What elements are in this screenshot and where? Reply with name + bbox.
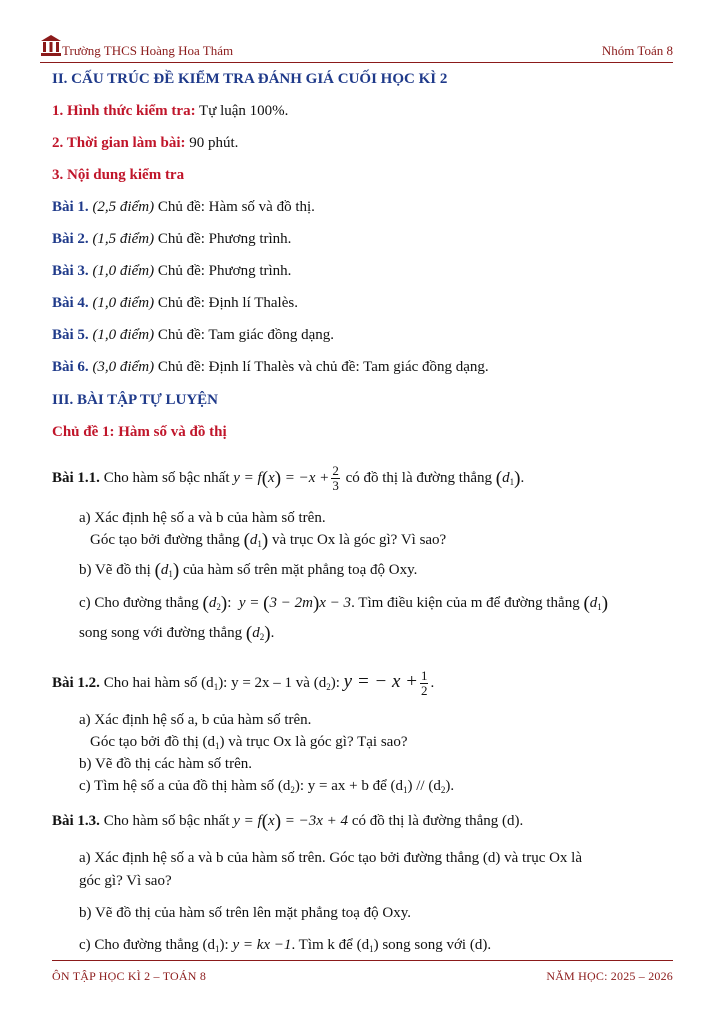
exercise-1-1-a: a) Xác định hệ số a và b của hàm số trên. xyxy=(79,510,326,526)
section-2-title: II. CẤU TRÚC ĐỀ KIỂM TRA ĐÁNH GIÁ CUỐI HỌC KÌ 2 xyxy=(52,71,448,87)
exercise-1-2-a: a) Xác định hệ số a, b của hàm số trên. xyxy=(79,712,312,728)
exam-format: 1. Hình thức kiểm tra: Tự luận 100%. xyxy=(52,103,289,119)
footer-left: ÔN TẬP HỌC KÌ 2 – TOÁN 8 xyxy=(52,969,207,983)
exercise-1-3-statement: Bài 1.3. Cho hàm số bậc nhất y = f(x) = −3x + 4 có đồ thị là đường thẳng (d). xyxy=(52,811,524,832)
exercise-1-2-c: c) Tìm hệ số a của đồ thị hàm số $(d_2)$: y = ax + b để $(d_1) // (d_2)$. xyxy=(79,778,455,795)
exercise-1-3-a: a) Xác định hệ số a và b của hàm số trên. Góc tạo bởi đường thẳng (d) và trục Ox là xyxy=(79,850,583,866)
exercise-1-2-a-2: Góc tạo bởi đồ thị $(d_1)$ và trục Ox là góc gì? Tại sao? xyxy=(90,734,408,751)
exercise-1-2-b: b) Vẽ đồ thị các hàm số trên. xyxy=(79,756,253,772)
exercise-1-1-a-2: Góc tạo bởi đường thẳng $(d_1)$ và trục Ox là góc gì? Vì sao? xyxy=(90,530,447,551)
fraction: $\frac{1}{2}$ xyxy=(420,668,428,698)
exercise-1-1-c-2: song song với đường thẳng $(d_2)$. xyxy=(79,623,275,644)
group-name: Nhóm Toán 8 xyxy=(601,43,673,58)
page-footer xyxy=(52,960,673,989)
section-3-title: III. BÀI TẬP TỰ LUYỆN xyxy=(52,392,219,408)
exercise-1-1-c: c) Cho đường thẳng $(d_2)$: y = (3 − 2m)x − 3. Tìm điều kiện của m để đường thẳng $(d_1)$ xyxy=(79,593,609,614)
content-item: Bài 5. (1,0 điểm) Chủ đề: Tam giác đồng dạng. xyxy=(52,327,334,343)
exam-content-heading: 3. Nội dung kiểm tra xyxy=(52,167,185,183)
school-name: Trường THCS Hoàng Hoa Thám xyxy=(62,43,234,58)
exercise-1-3-c: c) Cho đường thẳng $(d_1)$: y = kx −1. Tìm k để $(d_1)$ song song với (d). xyxy=(79,937,492,954)
topic-1-title: Chủ đề 1: Hàm số và đồ thị xyxy=(52,424,227,440)
exercise-1-3-b: b) Vẽ đồ thị của hàm số trên lên mặt phẳng toạ độ Oxy. xyxy=(79,905,412,921)
exercise-1-1-b: b) Vẽ đồ thị $(d_1)$ của hàm số trên mặt phẳng toạ độ Oxy. xyxy=(79,560,418,581)
exercise-1-2-statement: Bài 1.2. Cho hai hàm số $(d_1)$: y = 2x – 1 và $(d_2)$: y = − x + $\frac{1}{2}$ . xyxy=(52,668,435,698)
exam-duration: 2. Thời gian làm bài: 90 phút. xyxy=(52,135,239,151)
content-item: Bài 4. (1,0 điểm) Chủ đề: Định lí Thalès. xyxy=(52,295,298,311)
content-item: Bài 6. (3,0 điểm) Chủ đề: Định lí Thalès và chủ đề: Tam giác đồng dạng. xyxy=(52,359,489,375)
footer-right: NĂM HỌC: 2025 – 2026 xyxy=(546,969,673,983)
exercise-1-1-statement: Bài 1.1. Cho hàm số bậc nhất y = f(x) = −x + $\frac{2}{3}$ có đồ thị là đường thẳng $(d_1)$. xyxy=(52,463,525,493)
fraction: $\frac{2}{3}$ xyxy=(332,463,339,493)
page-header xyxy=(40,34,673,63)
content-item: Bài 3. (1,0 điểm) Chủ đề: Phương trình. xyxy=(52,263,292,279)
school-logo-icon xyxy=(40,34,62,58)
exercise-1-3-a-2: góc gì? Vì sao? xyxy=(79,873,172,889)
content-item: Bài 2. (1,5 điểm) Chủ đề: Phương trình. xyxy=(52,231,292,247)
content-item: Bài 1. (2,5 điểm) Chủ đề: Hàm số và đồ thị. xyxy=(52,199,315,215)
